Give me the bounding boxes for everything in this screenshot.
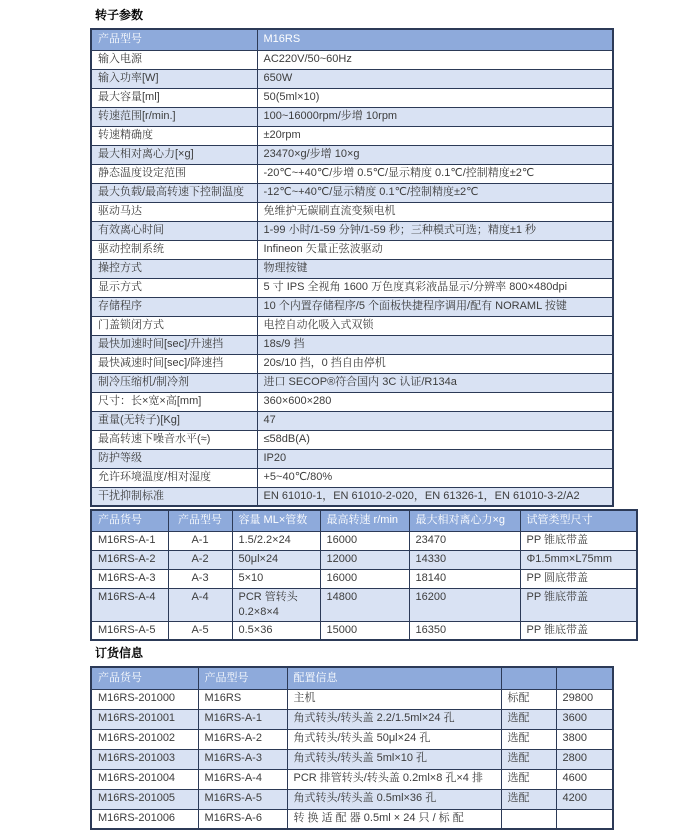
order-cell: M16RS-201003 bbox=[91, 749, 198, 769]
rotor-cell: A-1 bbox=[168, 531, 232, 550]
order-cell: 角式转头/转头盖 50μl×24 孔 bbox=[287, 729, 501, 749]
table-row bbox=[91, 769, 613, 789]
rotor-header-cell: 最大相对离心力×g bbox=[409, 510, 520, 531]
order-cell: 4600 bbox=[556, 769, 613, 789]
spec-cell: 转速精确度 bbox=[91, 126, 257, 145]
table-row bbox=[91, 430, 613, 449]
table-row bbox=[91, 729, 613, 749]
table-row bbox=[91, 297, 613, 316]
spec-cell: 最大相对离心力[×g] bbox=[91, 145, 257, 164]
rotor-cell: 16000 bbox=[320, 531, 409, 550]
table-row bbox=[91, 789, 613, 809]
spec-cell: -12℃~+40℃/显示精度 0.1℃/控制精度±2℃ bbox=[257, 183, 613, 202]
table-row bbox=[91, 69, 613, 88]
spec-cell: 360×600×280 bbox=[257, 392, 613, 411]
spec-cell: 干扰抑制标准 bbox=[91, 487, 257, 506]
order-cell: 角式转头/转头盖 2.2/1.5ml×24 孔 bbox=[287, 709, 501, 729]
order-cell: M16RS-201000 bbox=[91, 689, 198, 709]
spec-cell: 5 寸 IPS 全视角 1600 万色度真彩液晶显示/分辨率 800×480dpi bbox=[257, 278, 613, 297]
rotor-cell: 50μl×24 bbox=[232, 550, 320, 569]
rotor-cell: 16000 bbox=[320, 569, 409, 588]
order-cell: M16RS-A-5 bbox=[198, 789, 287, 809]
order-cell: M16RS-201002 bbox=[91, 729, 198, 749]
section-title-rotor-params: 转子参数 bbox=[95, 8, 144, 22]
order-cell: M16RS-A-2 bbox=[198, 729, 287, 749]
order-cell: M16RS bbox=[198, 689, 287, 709]
spec-cell: 650W bbox=[257, 69, 613, 88]
table-row bbox=[91, 107, 613, 126]
table-row bbox=[91, 411, 613, 430]
rotor-cell: PP 圆底带盖 bbox=[520, 569, 637, 588]
order-cell: 选配 bbox=[501, 769, 556, 789]
spec-header-label-cell: 产品型号 bbox=[91, 29, 257, 50]
spec-cell: -20℃~+40℃/步增 0.5℃/显示精度 0.1℃/控制精度±2℃ bbox=[257, 164, 613, 183]
rotor-cell: 16350 bbox=[409, 621, 520, 640]
spec-cell: 输入电源 bbox=[91, 50, 257, 69]
rotor-cell: M16RS-A-2 bbox=[91, 550, 168, 569]
order-cell: M16RS-201001 bbox=[91, 709, 198, 729]
rotor-cell: 0.5×36 bbox=[232, 621, 320, 640]
table-row bbox=[91, 749, 613, 769]
rotor-header-cell: 产品型号 bbox=[168, 510, 232, 531]
rotor-cell: PP 锥底带盖 bbox=[520, 531, 637, 550]
spec-cell: 显示方式 bbox=[91, 278, 257, 297]
spec-cell: 电控自动化吸入式双锁 bbox=[257, 316, 613, 335]
spec-cell: 1-99 小时/1-59 分钟/1-59 秒；三种模式可选；精度±1 秒 bbox=[257, 221, 613, 240]
spec-cell: 最快减速时间[sec]/降速挡 bbox=[91, 354, 257, 373]
spec-cell: ≤58dB(A) bbox=[257, 430, 613, 449]
spec-cell: IP20 bbox=[257, 449, 613, 468]
order-cell: 角式转头/转头盖 0.5ml×36 孔 bbox=[287, 789, 501, 809]
order-header-cell: 配置信息 bbox=[287, 667, 501, 689]
spec-cell: 47 bbox=[257, 411, 613, 430]
order-header-cell: 产品货号 bbox=[91, 667, 198, 689]
spec-cell: 物理按键 bbox=[257, 259, 613, 278]
table-row bbox=[91, 278, 613, 297]
spec-cell: 制冷压缩机/制冷剂 bbox=[91, 373, 257, 392]
table-row bbox=[91, 809, 613, 829]
table-row bbox=[91, 126, 613, 145]
spec-cell: 18s/9 挡 bbox=[257, 335, 613, 354]
spec-cell: 重量(无转子)[Kg] bbox=[91, 411, 257, 430]
rotor-cell: 14330 bbox=[409, 550, 520, 569]
table-row bbox=[91, 392, 613, 411]
spec-cell: 100~16000rpm/步增 10rpm bbox=[257, 107, 613, 126]
table-row bbox=[91, 354, 613, 373]
table-row bbox=[91, 468, 613, 487]
spec-cell: 尺寸：长×宽×高[mm] bbox=[91, 392, 257, 411]
table-row bbox=[91, 689, 613, 709]
rotor-header-cell: 容量 ML×管数 bbox=[232, 510, 320, 531]
rotor-cell: PP 锥底带盖 bbox=[520, 588, 637, 621]
table-row bbox=[91, 316, 613, 335]
spec-cell: 操控方式 bbox=[91, 259, 257, 278]
order-cell: 角式转头/转头盖 5ml×10 孔 bbox=[287, 749, 501, 769]
spec-cell: 输入功率[W] bbox=[91, 69, 257, 88]
order-table-header-row bbox=[91, 667, 613, 689]
spec-cell: 静态温度设定范围 bbox=[91, 164, 257, 183]
table-row bbox=[91, 588, 637, 621]
spec-cell: EN 61010-1，EN 61010-2-020，EN 61326-1，EN 61010-3-2/A2 bbox=[257, 487, 613, 506]
rotor-cell: 1.5/2.2×24 bbox=[232, 531, 320, 550]
rotor-cell: Φ1.5mm×L75mm bbox=[520, 550, 637, 569]
order-cell: 选配 bbox=[501, 749, 556, 769]
spec-cell: 最大负载/最高转速下控制温度 bbox=[91, 183, 257, 202]
order-cell: 选配 bbox=[501, 709, 556, 729]
section-title-order-info: 订货信息 bbox=[95, 646, 144, 660]
spec-cell: 23470×g/步增 10×g bbox=[257, 145, 613, 164]
order-header-cell bbox=[501, 667, 556, 689]
spec-cell: 进口 SECOP®符合国内 3C 认证/R134a bbox=[257, 373, 613, 392]
rotor-cell: 5×10 bbox=[232, 569, 320, 588]
order-cell: 主机 bbox=[287, 689, 501, 709]
order-cell: M16RS-201004 bbox=[91, 769, 198, 789]
spec-cell: 门盖锁闭方式 bbox=[91, 316, 257, 335]
rotor-cell: PCR 管转头 0.2×8×4 bbox=[232, 588, 320, 621]
rotor-cell: M16RS-A-4 bbox=[91, 588, 168, 621]
order-cell: 4200 bbox=[556, 789, 613, 809]
order-cell: PCR 排管转头/转头盖 0.2ml×8 孔×4 排 bbox=[287, 769, 501, 789]
rotor-cell: PP 锥底带盖 bbox=[520, 621, 637, 640]
rotor-cell: A-4 bbox=[168, 588, 232, 621]
table-row bbox=[91, 373, 613, 392]
table-row bbox=[91, 202, 613, 221]
spec-cell: Infineon 矢量正弦波驱动 bbox=[257, 240, 613, 259]
order-cell: 29800 bbox=[556, 689, 613, 709]
rotor-header-cell: 试管类型尺寸 bbox=[520, 510, 637, 531]
rotor-cell: A-3 bbox=[168, 569, 232, 588]
order-cell bbox=[501, 809, 556, 829]
order-cell: 3800 bbox=[556, 729, 613, 749]
table-row bbox=[91, 259, 613, 278]
table-row bbox=[91, 145, 613, 164]
order-cell: M16RS-201005 bbox=[91, 789, 198, 809]
table-row bbox=[91, 335, 613, 354]
table-row bbox=[91, 183, 613, 202]
rotor-cell: 14800 bbox=[320, 588, 409, 621]
table-row bbox=[91, 164, 613, 183]
spec-cell: +5~40℃/80% bbox=[257, 468, 613, 487]
table-row bbox=[91, 621, 637, 640]
spec-cell: 驱动控制系统 bbox=[91, 240, 257, 259]
order-cell: 标配 bbox=[501, 689, 556, 709]
order-cell: 转 换 适 配 器 0.5ml × 24 只 / 标 配 bbox=[287, 809, 501, 829]
spec-cell: 允许环境温度/相对湿度 bbox=[91, 468, 257, 487]
order-cell: 2800 bbox=[556, 749, 613, 769]
spec-cell: 最快加速时间[sec]/升速挡 bbox=[91, 335, 257, 354]
spec-cell: 最高转速下噪音水平(≈) bbox=[91, 430, 257, 449]
rotor-cell: M16RS-A-1 bbox=[91, 531, 168, 550]
spec-cell: 50(5ml×10) bbox=[257, 88, 613, 107]
rotor-cell: M16RS-A-3 bbox=[91, 569, 168, 588]
table-row bbox=[91, 221, 613, 240]
rotor-table bbox=[90, 509, 638, 641]
order-header-cell: 产品型号 bbox=[198, 667, 287, 689]
table-row bbox=[91, 487, 613, 506]
order-cell: 选配 bbox=[501, 789, 556, 809]
spec-cell: 驱动马达 bbox=[91, 202, 257, 221]
rotor-cell: M16RS-A-5 bbox=[91, 621, 168, 640]
spec-header-value-cell: M16RS bbox=[257, 29, 613, 50]
rotor-cell: 23470 bbox=[409, 531, 520, 550]
spec-cell: 转速范围[r/min.] bbox=[91, 107, 257, 126]
rotor-header-cell: 产品货号 bbox=[91, 510, 168, 531]
rotor-cell: 16200 bbox=[409, 588, 520, 621]
spec-cell: 有效离心时间 bbox=[91, 221, 257, 240]
order-cell: M16RS-A-3 bbox=[198, 749, 287, 769]
rotor-header-cell: 最高转速 r/min bbox=[320, 510, 409, 531]
order-header-cell bbox=[556, 667, 613, 689]
table-row bbox=[91, 240, 613, 259]
order-cell: M16RS-A-1 bbox=[198, 709, 287, 729]
order-cell: M16RS-A-4 bbox=[198, 769, 287, 789]
table-row bbox=[91, 550, 637, 569]
order-cell: M16RS-201006 bbox=[91, 809, 198, 829]
spec-table bbox=[90, 28, 614, 507]
rotor-cell: 12000 bbox=[320, 550, 409, 569]
table-row bbox=[91, 531, 637, 550]
spec-cell: 存储程序 bbox=[91, 297, 257, 316]
spec-cell: 10 个内置存储程序/5 个面板快捷程序调用/配有 NORAML 按键 bbox=[257, 297, 613, 316]
rotor-cell: A-5 bbox=[168, 621, 232, 640]
rotor-table-header-row bbox=[91, 510, 637, 531]
spec-cell: ±20rpm bbox=[257, 126, 613, 145]
spec-cell: 防护等级 bbox=[91, 449, 257, 468]
table-row bbox=[91, 50, 613, 69]
spec-cell: 最大容量[ml] bbox=[91, 88, 257, 107]
table-row bbox=[91, 449, 613, 468]
order-table bbox=[90, 666, 614, 830]
rotor-cell: 18140 bbox=[409, 569, 520, 588]
order-cell: M16RS-A-6 bbox=[198, 809, 287, 829]
spec-cell: 20s/10 挡，0 挡自由停机 bbox=[257, 354, 613, 373]
spec-cell: 免维护无碳刷直流变频电机 bbox=[257, 202, 613, 221]
order-cell: 3600 bbox=[556, 709, 613, 729]
table-row bbox=[91, 88, 613, 107]
table-row bbox=[91, 709, 613, 729]
rotor-cell: 15000 bbox=[320, 621, 409, 640]
table-row bbox=[91, 569, 637, 588]
rotor-cell: A-2 bbox=[168, 550, 232, 569]
order-cell bbox=[556, 809, 613, 829]
spec-table-header-row bbox=[91, 29, 613, 50]
spec-cell: AC220V/50~60Hz bbox=[257, 50, 613, 69]
order-cell: 选配 bbox=[501, 729, 556, 749]
